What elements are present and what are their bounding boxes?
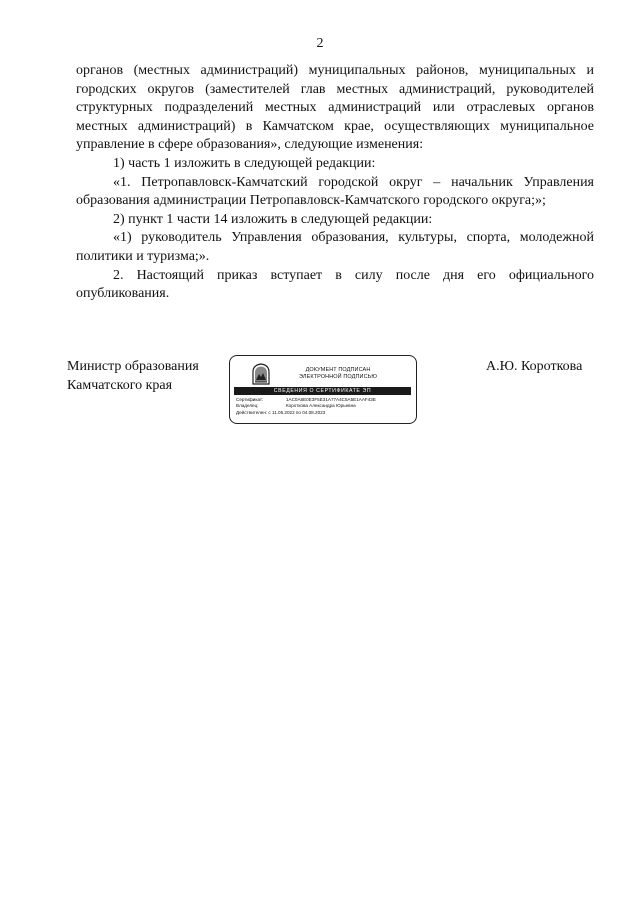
stamp-row-validity: [236, 410, 412, 416]
stamp-line-electronic-signature: ЭЛЕКТРОННОЙ ПОДПИСЬЮ: [298, 374, 378, 380]
coat-of-arms-icon: [251, 363, 271, 385]
page-number: 2: [316, 36, 324, 51]
paragraph-item-2: 2) пункт 1 части 14 изложить в следующей редакции:: [113, 211, 433, 227]
paragraph-item-1: 1) часть 1 изложить в следующей редакции:: [113, 155, 376, 171]
stamp-row-label: Действителен: с 11.05.2022 по 04.08.2023: [236, 409, 326, 415]
signatory-position: [67, 357, 199, 395]
paragraph-item-1-text: «1. Петропавловск-Камчатский городской округ – начальник Управления образования администрации Петропавловск-Камчатского городского округа;»;: [76, 174, 594, 209]
electronic-signature-stamp: [229, 355, 417, 424]
stamp-certificate-header: СВЕДЕНИЯ О СЕРТИФИКАТЕ ЭП: [234, 387, 411, 395]
stamp-certificate-details: [236, 397, 412, 416]
stamp-row-label: Сертификат:: [236, 397, 264, 402]
stamp-row-value: 1AC0A8E0E3F5E31A77A4C5A5E1AAF43E: [286, 397, 376, 402]
paragraph-effective-date: 2. Настоящий приказ вступает в силу после дня его официального опубликования.: [76, 267, 594, 302]
signatory-position-line1: Министр образования: [67, 359, 199, 374]
signatory-position-line2: Камчатского края: [67, 378, 173, 393]
paragraph-changes-intro: органов (местных администраций) муниципальных районов, муниципальных и городских округов (заместителей глав местных администраций, руководителей структурных подразделений местных администраций или отраслевых органов местных администраций) в Камчатском крае, осуществляющих муниципальное управление в сфере образования», следующие изменения:: [76, 63, 594, 153]
stamp-row-value: Короткова Александра Юрьевна: [286, 403, 356, 409]
signatory-name: А.Ю. Короткова: [486, 359, 583, 374]
stamp-row-label: Владелец:: [236, 403, 259, 409]
document-body: [76, 62, 594, 304]
stamp-line-document-signed: ДОКУМЕНТ ПОДПИСАН: [305, 367, 371, 373]
paragraph-item-2-text: «1) руководитель Управления образования, культуры, спорта, молодежной политики и туризма;».: [76, 230, 594, 264]
